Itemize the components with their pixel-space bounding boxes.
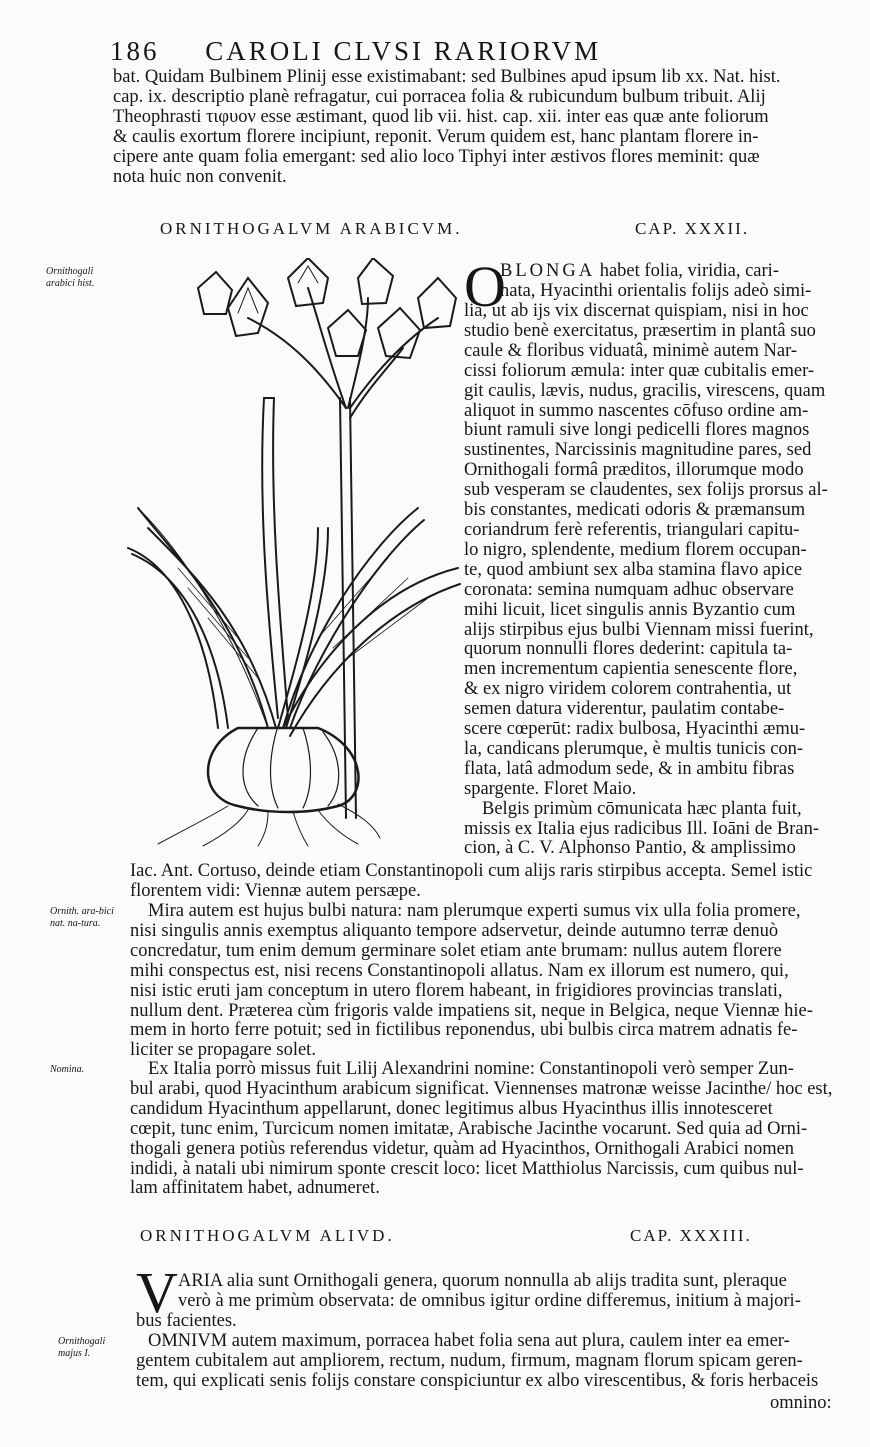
text-line: Theophrasti τιφυον esse æstimant, quod lib vii. hist. cap. xii. inter eas quæ ante foliorum <box>113 106 769 127</box>
text-line: bul arabi, quod Hyacinthum arabicum significat. Viennenses matronæ weisse Jacinthe/ hoc est, <box>130 1078 833 1099</box>
text-line: Ex Italia porrò missus fuit Lilij Alexandrini nomine: Constantinopoli verò semper Zun- <box>148 1059 794 1079</box>
text-line: caule & floribus viduatâ, minimè autem Nar- <box>464 340 798 361</box>
text-line: mihi licuit, licet singulis annis Byzantio cum <box>464 599 796 620</box>
chapter33-intro <box>178 1272 832 1312</box>
text-line: florentem vidi: Viennæ autem persæpe. <box>130 880 421 901</box>
text-line: bis constantes, medicati odoris & præmansum <box>464 500 806 521</box>
text-line <box>500 262 830 282</box>
text-line: semen datura viderentur, paulatim contabe- <box>464 699 785 720</box>
text-line: aliquot in summo nascentes cōfuso ordine am- <box>464 400 809 421</box>
text-line: bat. Quidam Bulbinem Plinij esse existimabant: sed Bulbines apud ipsum lib xx. Nat. hist. <box>113 67 781 87</box>
text-line: OMNIVM autem maximum, porracea habet folia sena aut plura, caulem inter ea emer- <box>148 1331 790 1351</box>
drop-initial: O <box>464 254 506 319</box>
page-number: 186 <box>110 36 160 66</box>
intro-paragraph <box>113 68 833 187</box>
text-line: studio benè exercitatus, præsertim in plantâ suo <box>464 320 816 341</box>
text-line: alijs stirpibus ejus bulbi Viennam missi fuerint, <box>464 619 814 640</box>
text-line: gentem cubitalem aut ampliorem, rectum, nudum, firmum, magnam florum spicam geren- <box>136 1350 803 1371</box>
text-line: cap. ix. descriptio planè refragatur, cui porracea folia & rubicundum bulbum tribuit. Alij <box>113 86 766 107</box>
text-line: thogali genera potiùs referendus videtur, quàm ad Hyacinthos, Ornithogali Arabici nomen <box>130 1138 795 1159</box>
right-column-text <box>500 262 830 302</box>
text-line: ARIA alia sunt Ornithogali genera, quorum nonnulla ab alijs tradita sunt, pleraque <box>178 1271 787 1291</box>
text-line: nisi istic eruti jam conceptum in utero florem habeant, in frigidiores provincias translati, <box>130 980 783 1001</box>
chapter-number: CAP. XXXII. <box>635 219 750 238</box>
text-line: spargente. Floret Maio. <box>464 778 637 799</box>
nomina-paragraph <box>130 1059 833 1199</box>
text-line: te, quod ambiunt sex alba stamina flavo apice <box>464 559 803 580</box>
natura-paragraph <box>130 902 830 1061</box>
text-line: nota huic non convenit. <box>113 166 287 187</box>
text-line: bus facientes. <box>136 1311 237 1331</box>
text-line: cion, à C. V. Alphonso Pantio, & amplissimo <box>464 838 796 859</box>
text-line: la, candicans plerumque, è multis tunicis con- <box>464 738 804 759</box>
text-line: liciter se propagare solet. <box>130 1040 316 1061</box>
text-line: sustinentes, Narcissinis magnitudine pares, sed <box>464 440 812 461</box>
first-word: BLONGA <box>500 261 596 281</box>
text-line: git caulis, lævis, nudus, gracilis, virescens, quam <box>464 380 826 401</box>
text-line: & ex nigro viridem colorem contrahentia, ut <box>464 679 792 700</box>
text-line: candidum Hyacinthum appellarunt, donec legitimus albus Hyacinthus illis innotesceret <box>130 1098 773 1119</box>
text-line: biunt ramuli sive longi pedicelli flores magnos <box>464 420 810 441</box>
margin-note: Ornithogali majus I. <box>58 1336 106 1359</box>
text-line: sub vesperam se claudentes, sex folijs prorsus al- <box>464 480 828 501</box>
drop-initial: V <box>136 1260 178 1325</box>
running-head <box>110 36 710 67</box>
text-line: flata, latâ admodum sede, & in ambitu fibras <box>464 758 795 779</box>
omnium-paragraph <box>136 1332 832 1392</box>
text-line: indidi, à natali ubi nimirum sponte crescit loco: licet Matthiolus Narcissis, cum quibus nul- <box>130 1158 804 1179</box>
text-line: tem, qui explicati senis folijs constare conspiciuntur ex albo virescentibus, & foris herbaceis <box>136 1370 819 1391</box>
running-title: CAROLI CLVSI RARIORVM <box>205 36 602 66</box>
text-line: lo nigro, splendente, medium florem occupan- <box>464 539 807 560</box>
text-line: men incrementum capientia senescente flore, <box>464 659 798 680</box>
text-line: Mira autem est hujus bulbi natura: nam plerumque experti sumus vix ulla folia promere, <box>148 901 801 921</box>
text-line: lia, ut ab ijs vix discernat quispiam, nisi in hoc <box>464 301 809 321</box>
text-line: cœpit, tunc enim, Turcicum nomen imitatæ, Arabische Jacinthe vocarunt. Sed quia ad Orni- <box>130 1118 808 1139</box>
text-fragment: habet folia, viridia, cari- <box>599 261 779 281</box>
right-column-text-continued <box>464 302 830 859</box>
catchword: omnino: <box>770 1393 832 1413</box>
chapter-heading: ORNITHOGALVM ARABICVM. <box>160 219 463 238</box>
chapter-number: CAP. XXXIII. <box>630 1226 752 1245</box>
text-line: quorum nonnulli flores dederint: capitula ta- <box>464 639 793 660</box>
text-line: lam affinitatem habet, adnumeret. <box>130 1178 380 1199</box>
text-line: Ornithogali formâ præditos, illorumque modo <box>464 460 804 481</box>
margin-note: Ornith. ara-bici nat. na-tura. <box>50 906 114 929</box>
text-line: mem in horto ferre potuit; sed in fictilibus reponendus, ubi bulbis circa matrem adnatis fe- <box>130 1020 798 1041</box>
text-line: missis ex Italia ejus radicibus Ill. Ioāni de Bran- <box>464 818 820 839</box>
text-line: Iac. Ant. Cortuso, deinde etiam Constantinopoli cum alijs raris stirpibus accepta. Semel istic <box>130 861 813 881</box>
text-line: verò à me primùm observata: de omnibus igitur ordine differemus, initium à majori- <box>178 1290 801 1311</box>
plant-woodcut-illustration <box>118 258 463 848</box>
text-line: cipere ante quam folia emergant: sed alio loco Tiphyi inter æstivos flores meminit: quæ <box>113 146 760 167</box>
chapter-heading: ORNITHOGALVM ALIVD. <box>140 1226 395 1245</box>
text-line: nata, Hyacinthi orientalis folijs adeò simi- <box>500 280 812 301</box>
text-line: cissi foliorum æmula: inter quæ cubitalis emer- <box>464 360 815 381</box>
full-width-text <box>130 862 830 902</box>
text-line: nisi singulis annis exemptus aliquanto tempore adservetur, deinde autumno terræ denuò <box>130 920 779 941</box>
chapter33-intro-end <box>136 1312 832 1332</box>
text-line: nullum dent. Præterea cùm frigoris valde impatiens sit, neque in Belgica, neque Viennæ hie- <box>130 1000 813 1021</box>
margin-note: Nomina. <box>50 1064 85 1075</box>
text-line: concredatur, tum enim demum germinare solet etiam ante brumam: nullus autem florere <box>130 940 782 961</box>
text-line: & caulis exortum florere incipiunt, reponit. Verum quidem est, hanc plantam florere in- <box>113 126 759 147</box>
text-line: scere cœperūt: radix bulbosa, Hyacinthi æmu- <box>464 719 806 740</box>
text-line: mihi conspectus est, nisi recens Constantinopoli allatus. Nam ex illorum est numero, qui, <box>130 960 789 981</box>
margin-note: Ornithogali arabici hist. <box>46 266 95 289</box>
text-line: coriandrum ferè referentis, triangulari capitu- <box>464 519 800 540</box>
text-line: coronata: semina numquam adhuc observare <box>464 579 794 600</box>
text-line: Belgis primùm cōmunicata hæc planta fuit, <box>482 798 802 819</box>
